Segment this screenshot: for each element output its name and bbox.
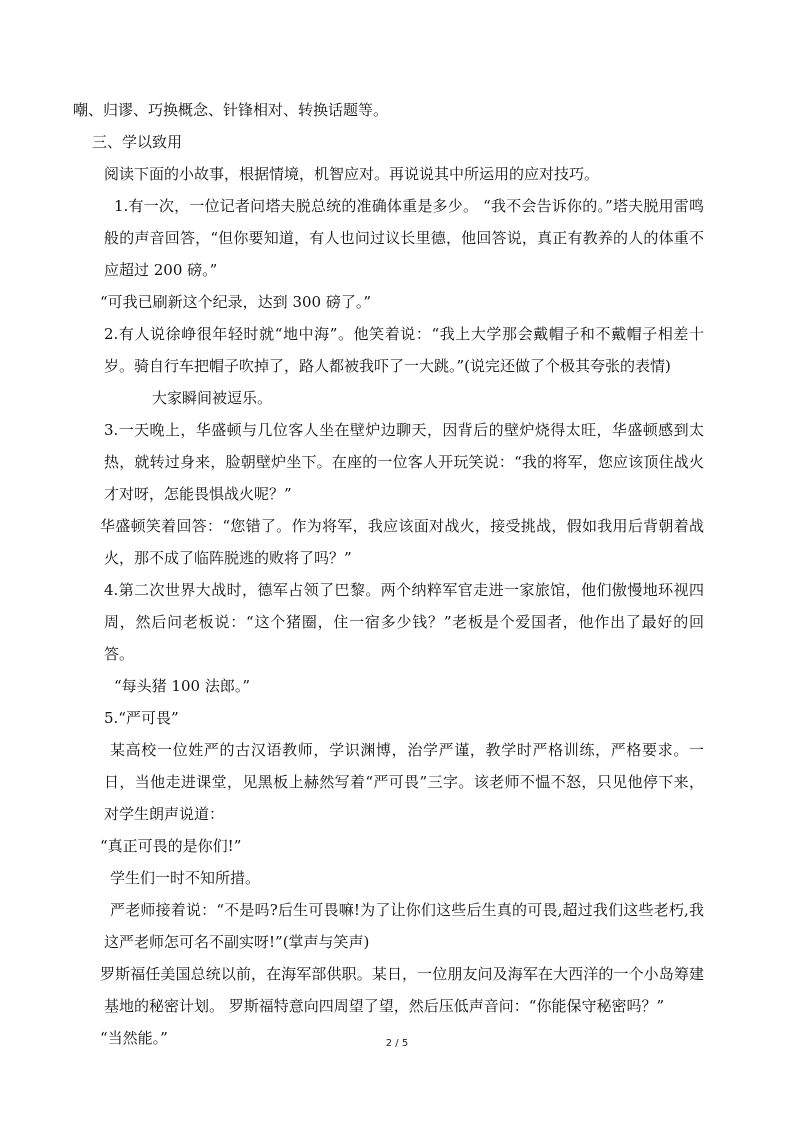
story-3-reply: 华盛顿笑着回答：“您错了。作为将军，我应该面对战火，接受挑战，假如我用后背朝着战火，那不成了临阵脱逃的败将了吗？”	[100, 517, 704, 567]
story-1	[73, 190, 704, 286]
story-5: 某高校一位姓严的古汉语教师，学识渊博，治学严谨，教学时严格训练，严格要求。一日，当他走进课堂，见黑板上赫然写着“严可畏”三字。该老师不愠不怒，只见他停下来，对学生朗声说道：	[104, 741, 704, 823]
story-1-reply: “可我已刷新这个纪录，达到 300 磅了。”	[100, 293, 372, 311]
story-1-text: 1.有一次，一位记者问塔夫脱总统的准确体重是多少。 “我不会告诉你的。”塔夫脱用雷鸣般的声音回答，“但你要知道，有人也问过议长里德，他回答说，真正有教养的人的体重不应超过 200 磅。”	[104, 197, 704, 279]
story-4: 4.第二次世界大战时，德军占领了巴黎。两个纳粹军官走进一家旅馆，他们傲慢地环视四周，然后问老板说：“这个猪圈，住一宿多少钱？”老板是个爱国者，他作出了最好的回答。	[104, 581, 704, 663]
page-number: 2 / 5	[385, 1038, 409, 1049]
story-5-quote: “真正可畏的是你们!”	[100, 837, 242, 855]
story-5-ending: 严老师接着说：“不是吗?后生可畏嘛!为了让你们这些后生真的可畏,超过我们这些老朽,我这严老师怎可名不副实呀!”(掌声与笑声)	[104, 901, 704, 951]
story-6: 罗斯福任美国总统以前，在海军部供职。某日，一位朋友问及海军在大西洋的一个小岛筹建基地的秘密计划。 罗斯福特意向四周望了望，然后压低声音问：“你能保守秘密吗？”	[100, 965, 704, 1015]
story-2: 2.有人说徐峥很年轻时就“地中海”。他笑着说：“我上大学那会戴帽子和不戴帽子相差十岁。骑自行车把帽子吹掉了，路人都被我吓了一大跳。”(说完还做了个极其夸张的表情)	[104, 325, 704, 375]
story-5-reaction: 学生们一时不知所措。	[110, 869, 261, 887]
section-heading: 三、学以致用	[92, 133, 183, 151]
story-5-title: 5.“严可畏”	[104, 709, 179, 727]
document-body	[73, 94, 704, 1054]
story-4-reply: “每头猪 100 法郎。”	[114, 677, 251, 695]
paragraph-1: 嘲、归谬、巧换概念、针锋相对、转换话题等。	[73, 101, 389, 119]
story-3: 3.一天晚上，华盛顿与几位客人坐在壁炉边聊天，因背后的壁炉烧得太旺，华盛顿感到太热，就转过身来，脸朝壁炉坐下。在座的一位客人开玩笑说：“我的将军，您应该顶住战火才对呀，怎能畏惧战火呢？”	[104, 421, 704, 503]
paragraph-instruction: 阅读下面的小故事，根据情境，机智应对。再说说其中所运用的应对技巧。	[104, 165, 600, 183]
story-2-result: 大家瞬间被逗乐。	[152, 389, 273, 407]
story-6-reply: “当然能。”	[100, 1029, 168, 1047]
